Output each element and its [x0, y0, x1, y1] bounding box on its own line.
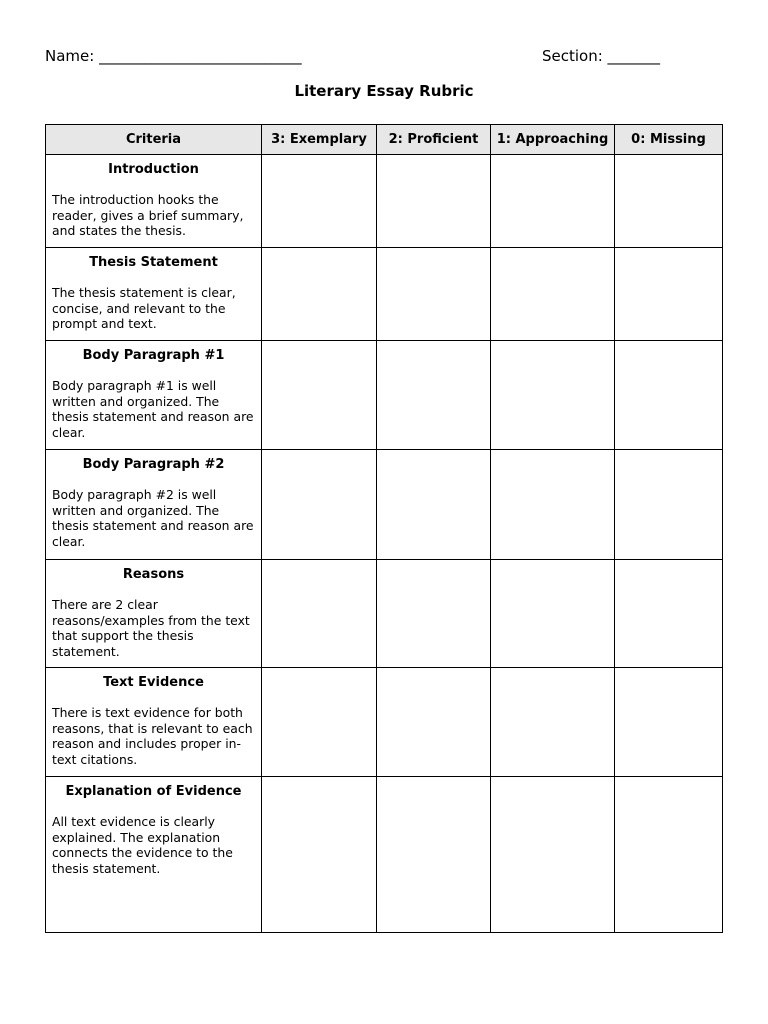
criteria-title: Thesis Statement: [89, 255, 218, 270]
score-cell-exemplary: [262, 450, 377, 560]
page-title: Literary Essay Rubric: [294, 82, 474, 100]
table-row: [46, 248, 723, 341]
name-field-line: Name: ___________________________: [45, 47, 302, 65]
criteria-cell: [46, 450, 262, 560]
table-row: [46, 155, 723, 248]
score-cell-exemplary: [262, 341, 377, 450]
score-cell-proficient: [377, 155, 491, 248]
score-cell-proficient: [377, 777, 491, 933]
score-cell-approaching: [491, 777, 615, 933]
score-cell-approaching: [491, 155, 615, 248]
score-cell-approaching: [491, 560, 615, 668]
score-cell-exemplary: [262, 155, 377, 248]
score-cell-missing: [615, 560, 723, 668]
score-cell-proficient: [377, 248, 491, 341]
column-header-approaching: 1: Approaching: [491, 125, 615, 155]
score-cell-exemplary: [262, 777, 377, 933]
score-cell-exemplary: [262, 560, 377, 668]
column-header-proficient: 2: Proficient: [377, 125, 491, 155]
criteria-cell: [46, 560, 262, 668]
column-header-missing: 0: Missing: [615, 125, 723, 155]
score-cell-proficient: [377, 560, 491, 668]
score-cell-missing: [615, 341, 723, 450]
score-cell-approaching: [491, 341, 615, 450]
criteria-description: Body paragraph #1 is well written and organized. The thesis statement and reason are clear.: [52, 378, 254, 441]
score-cell-exemplary: [262, 668, 377, 777]
score-cell-proficient: [377, 668, 491, 777]
section-field-line: Section: _______: [542, 47, 661, 65]
score-cell-proficient: [377, 450, 491, 560]
table-row: [46, 668, 723, 777]
table-row: [46, 560, 723, 668]
table-header-row: [46, 125, 723, 155]
criteria-title: Body Paragraph #2: [82, 457, 225, 472]
table-row: [46, 341, 723, 450]
score-cell-proficient: [377, 341, 491, 450]
score-cell-missing: [615, 248, 723, 341]
criteria-cell: [46, 777, 262, 933]
criteria-cell: [46, 155, 262, 248]
score-cell-missing: [615, 155, 723, 248]
criteria-cell: [46, 248, 262, 341]
table-row: [46, 777, 723, 933]
score-cell-approaching: [491, 248, 615, 341]
criteria-title: Explanation of Evidence: [65, 784, 242, 799]
score-cell-approaching: [491, 450, 615, 560]
score-cell-exemplary: [262, 248, 377, 341]
criteria-description: Body paragraph #2 is well written and organized. The thesis statement and reason are clear.: [52, 487, 254, 550]
column-header-exemplary: 3: Exemplary: [262, 125, 377, 155]
criteria-description: The thesis statement is clear, concise, and relevant to the prompt and text.: [52, 285, 236, 332]
criteria-title: Introduction: [108, 162, 199, 177]
criteria-description: There are 2 clear reasons/examples from the text that support the thesis statement.: [52, 597, 250, 660]
score-cell-missing: [615, 450, 723, 560]
criteria-cell: [46, 341, 262, 450]
table-row: [46, 450, 723, 560]
criteria-title: Text Evidence: [103, 675, 204, 690]
score-cell-missing: [615, 668, 723, 777]
score-cell-approaching: [491, 668, 615, 777]
score-cell-missing: [615, 777, 723, 933]
criteria-title: Body Paragraph #1: [82, 348, 225, 363]
rubric-table: [45, 124, 723, 933]
column-header-criteria: Criteria: [46, 125, 262, 155]
criteria-title: Reasons: [122, 567, 185, 582]
criteria-description: The introduction hooks the reader, gives a brief summary, and states the thesis.: [52, 192, 244, 239]
criteria-description: There is text evidence for both reasons, that is relevant to each reason and includes proper in-text citations.: [52, 705, 253, 768]
criteria-cell: [46, 668, 262, 777]
criteria-description: All text evidence is clearly explained. The explanation connects the evidence to the thesis statement.: [52, 814, 233, 877]
